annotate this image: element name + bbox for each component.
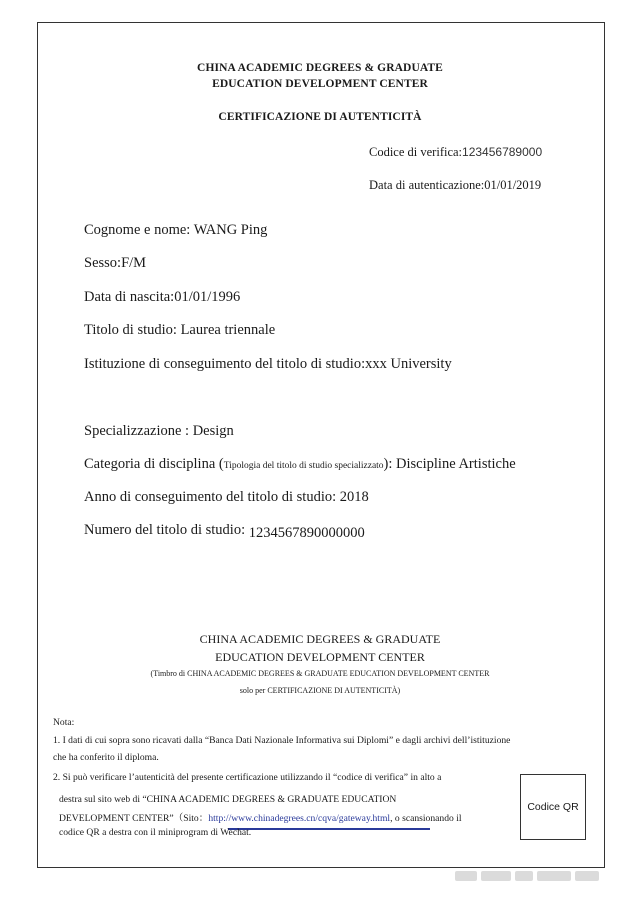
field-name-label: Cognome e nome: <box>84 222 194 238</box>
note-1-line-2: che ha conferito il diploma. <box>53 752 159 763</box>
note-2-line-2: destra sul sito web di “CHINA ACADEMIC DEGREES & GRADUATE EDUCATION <box>59 794 397 805</box>
notes-title: Nota: <box>53 717 75 728</box>
authentication-date <box>369 178 541 193</box>
field-year <box>84 489 369 506</box>
field-year-value: 2018 <box>339 489 369 505</box>
field-name <box>84 222 267 239</box>
field-category-value: Discipline Artistiche <box>396 456 516 472</box>
note-2-site-suffix: , o scansionando il <box>390 813 462 824</box>
watermark <box>455 866 605 886</box>
verification-site-link[interactable]: http://www.chinadegrees.cn/cqva/gateway.html <box>208 813 391 824</box>
stamp-line-1: CHINA ACADEMIC DEGREES & GRADUATE <box>199 632 441 646</box>
link-underline <box>228 828 430 830</box>
field-birthdate-label: Data di nascita: <box>84 289 175 305</box>
field-birthdate <box>84 289 240 306</box>
field-category-label: Categoria di disciplina ( <box>84 456 224 472</box>
verification-code-label: Codice di verifica: <box>369 145 463 159</box>
header-line-1: CHINA ACADEMIC DEGREES & GRADUATE <box>197 62 443 74</box>
field-sex <box>84 255 146 272</box>
field-specialization-value: Design <box>192 423 234 439</box>
field-category-close: ): <box>383 456 397 472</box>
field-specialization-label: Specializzazione : <box>84 423 193 439</box>
note-2-line-3 <box>59 810 462 824</box>
field-degree-value: Laurea triennale <box>180 322 276 338</box>
authentication-date-label: Data di autenticazione: <box>369 178 485 192</box>
field-number-label: Numero del titolo di studio: <box>84 522 249 538</box>
note-2-line-1: 2. Si può verificare l’autenticità del presente certificazione utilizzando il “codice di verifica” in alto a <box>53 772 442 783</box>
field-institution-label: Istituzione di conseguimento del titolo di studio: <box>84 356 366 372</box>
field-institution <box>84 356 452 373</box>
qr-code-label: Codice QR <box>527 801 579 813</box>
document-title: CERTIFICAZIONE DI AUTENTICITÀ <box>218 111 422 123</box>
field-sex-label: Sesso: <box>84 255 122 271</box>
field-year-label: Anno di conseguimento del titolo di studio: <box>84 489 340 505</box>
field-category <box>84 456 516 473</box>
field-name-value: WANG Ping <box>193 222 268 238</box>
field-sex-value: F/M <box>121 255 147 271</box>
verification-code <box>369 145 542 160</box>
field-specialization <box>84 423 234 440</box>
field-number-value: 1234567890000000 <box>248 525 365 541</box>
authentication-date-value: 01/01/2019 <box>484 178 542 192</box>
field-institution-value: xxx University <box>365 356 452 372</box>
qr-code-box[interactable] <box>520 774 586 840</box>
note-1-line-1: 1. I dati di cui sopra sono ricavati dalla “Banca Dati Nazionale Informativa sui Diplomi” e dagli archivi dell’istituzione <box>53 735 511 746</box>
note-2-line-4: codice QR a destra con il miniprogram di Wechat. <box>59 827 252 838</box>
header-line-2: EDUCATION DEVELOPMENT CENTER <box>212 78 428 90</box>
stamp-line-2: EDUCATION DEVELOPMENT CENTER <box>215 650 425 664</box>
note-2-site-prefix: DEVELOPMENT CENTER”（Sito： <box>59 813 209 824</box>
field-degree-label: Titolo di studio: <box>84 322 181 338</box>
field-degree <box>84 322 275 339</box>
field-category-note: Tipologia del titolo di studio specializzato <box>223 461 384 471</box>
verification-code-value: 123456789000 <box>462 145 543 159</box>
stamp-line-4: solo per CERTIFICAZIONE DI AUTENTICITÀ) <box>239 686 401 695</box>
field-number <box>84 522 365 539</box>
field-birthdate-value: 01/01/1996 <box>174 289 241 305</box>
stamp-line-3: (Timbro di CHINA ACADEMIC DEGREES & GRADUATE EDUCATION DEVELOPMENT CENTER <box>150 669 490 678</box>
